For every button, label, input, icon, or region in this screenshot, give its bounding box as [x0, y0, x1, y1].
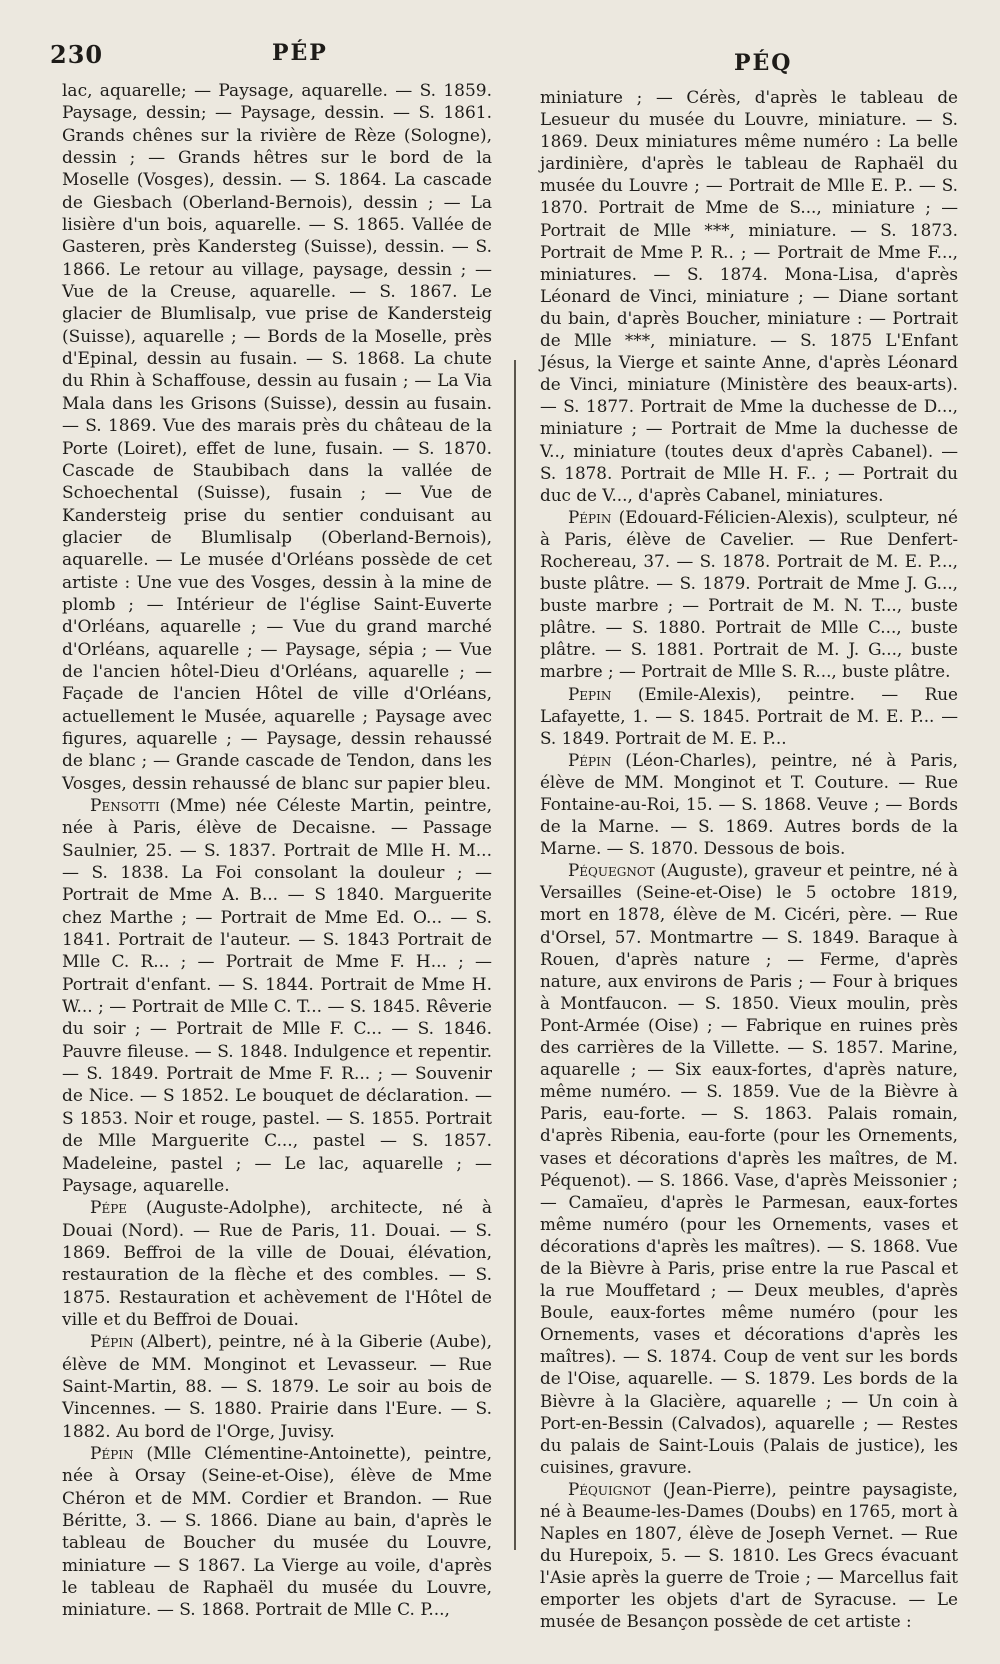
entry-name: Pépin	[90, 1443, 134, 1464]
entry-name: Pepin	[568, 683, 612, 704]
entry-name: Pensotti	[90, 796, 160, 816]
right-column	[540, 86, 958, 1633]
running-head-right: PÉQ	[734, 50, 793, 76]
dictionary-entry	[540, 683, 958, 749]
entry-name: Péquignot	[568, 1478, 651, 1499]
entry-name: Péquegnot	[568, 860, 655, 881]
continued-entry	[62, 80, 492, 795]
column-divider	[514, 360, 516, 1550]
dictionary-entry	[62, 1197, 492, 1331]
entry-text: (Emile-Alexis), peintre. — Rue Lafayette, 1. — S. 1845. Portrait de M. E. P... — S. 1849. Portrait de M. E. P...	[540, 683, 958, 748]
running-head-left: PÉP	[272, 40, 328, 66]
entry-text: (Auguste), graveur et peintre, né à Versailles (Seine-et-Oise) le 5 octobre 1819, mort en 1878, élève de M. Cicéri, père. — Rue d'Orsel, 57. Montmartre — S. 1849. Baraque à Rouen, d'après nature ; — Ferme, d'après nature, aux environs de Paris ; — Four à briques à Montfaucon. — S. 1850. Vieux moulin, près Pont-Armée (Oise) ; — Fabrique en ruines près des carrières de la Villette. — S. 1857. Marine, aquarelle ; — Six eaux-fortes, d'après nature, même numéro. — S. 1859. Vue de la Bièvre à Paris, eau-forte. — S. 1863. Palais romain, d'après Ribenia, eau-forte (pour les Ornements, vases et décorations d'après les maîtres, de M. Péquenot). — S. 1866. Vase, d'après Meissonier ; — Camaïeu, d'après le Parmesan, eaux-fortes même numéro (pour les Ornements, vases et décorations d'après les maîtres). — S. 1868. Vue de la Bièvre à Paris, prise entre la rue Pascal et la rue Mouffetard ; — Deux meubles, d'après Boule, eaux-fortes même numéro (pour les Ornements, vases et décorations d'après les maîtres). — S. 1874. Coup de vent sur les bords de l'Oise, aquarelle. — S. 1879. Les bords de la Bièvre à la Glacière, aquarelle ; — Un coin à Port-en-Bessin (Calvados), aquarelle ; — Restes du palais de Saint-Louis (Palais de justice), les cuisines, gravure.	[540, 860, 958, 1477]
entry-text: (Léon-Charles), peintre, né à Paris, élève de MM. Monginot et T. Couture. — Rue Fontaine-au-Roi, 15. — S. 1868. Veuve ; — Bords de la Marne. — S. 1869. Autres bords de la Marne. — S. 1870. Dessous de bois.	[540, 749, 958, 859]
entry-text: (Auguste-Adolphe), architecte, né à Douai (Nord). — Rue de Paris, 11. Douai. — S. 1869. Beffroi de la ville de Douai, élévation, restauration de la flèche et des combles. — S. 1875. Restauration et achèvement de l'Hôtel de ville et du Beffroi de Douai.	[62, 1198, 492, 1330]
entry-text: (Albert), peintre, né à la Giberie (Aube), élève de MM. Monginot et Levasseur. — Rue Saint-Martin, 88. — S. 1879. Le soir au bois de Vincennes. — S. 1880. Prairie dans l'Eure. — S. 1882. Au bord de l'Orge, Juvisy.	[62, 1332, 492, 1442]
left-column	[62, 80, 492, 1622]
entry-text: (Mme) née Céleste Martin, peintre, née à Paris, élève de Decaisne. — Passage Saulnier, 25. — S. 1837. Portrait de Mlle H. M... — S. 1838. La Foi consolant la douleur ; — Portrait de Mme A. B... — S 1840. Marguerite chez Marthe ; — Portrait de Mme Ed. O... — S. 1841. Portrait de l'auteur. — S. 1843 Portrait de Mlle C. R... ; — Portrait de Mme F. H... ; — Portrait d'enfant. — S. 1844. Portrait de Mme H. W... ; — Portrait de Mlle C. T... — S. 1845. Rêverie du soir ; — Portrait de Mlle F. C... — S. 1846. Pauvre fileuse. — S. 1848. Indulgence et repentir. — S. 1849. Portrait de Mme F. R... ; — Souvenir de Nice. — S 1852. Le bouquet de déclaration. — S 1853. Noir et rouge, pastel. — S. 1855. Portrait de Mlle Marguerite C..., pastel — S. 1857. Madeleine, pastel ; — Le lac, aquarelle ; — Paysage, aquarelle.	[62, 796, 492, 1196]
dictionary-entry	[540, 859, 958, 1478]
entry-text: miniature ; — Cérès, d'après le tableau de Lesueur du musée du Louvre, miniature. — S. 1869. Deux miniatures même numéro : La belle jardinière, d'après le tableau de Raphaël du musée du Louvre ; — Portrait de Mlle E. P.. — S. 1870. Portrait de Mme de S..., miniature ; — Portrait de Mlle ***, miniature. — S. 1873. Portrait de Mme P. R.. ; — Portrait de Mme F..., miniatures. — S. 1874. Mona-Lisa, d'après Léonard de Vinci, miniature ; — Diane sortant du bain, d'après Boucher, miniature : — Portrait de Mlle ***, miniature. — S. 1875 L'Enfant Jésus, la Vierge et sainte Anne, d'après Léonard de Vinci, miniature (Ministère des beaux-arts). — S. 1877. Portrait de Mme la duchesse de D..., miniature ; — Portrait de Mme la duchesse de V.., miniature (toutes deux d'après Cabanel). — S. 1878. Portrait de Mlle H. F.. ; — Portrait du duc de V..., d'après Cabanel, miniatures.	[540, 87, 958, 505]
entry-text: (Mlle Clémentine-Antoinette), peintre, née à Orsay (Seine-et-Oise), élève de Mme Chéron et de MM. Cordier et Brandon. — Rue Béritte, 3. — S. 1866. Diane au bain, d'après le tableau de Boucher du musée du Louvre, miniature — S 1867. La Vierge au voile, d'après le tableau de Raphaël du musée du Louvre, miniature. — S. 1868. Portrait de Mlle C. P...,	[62, 1443, 492, 1621]
entry-text: lac, aquarelle; — Paysage, aquarelle. — S. 1859. Paysage, dessin; — Paysage, dessin. — S. 1861. Grands chênes sur la rivière de Rèze (Sologne), dessin ; — Grands hêtres sur le bord de la Moselle (Vosges), dessin. — S. 1864. La cascade de Giesbach (Oberland-Bernois), dessin ; — La lisière d'un bois, aquarelle. — S. 1865. Vallée de Gasteren, près Kandersteg (Suisse), dessin. — S. 1866. Le retour au village, paysage, dessin ; — Vue de la Creuse, aquarelle. — S. 1867. Le glacier de Blumlisalp, vue prise de Kandersteig (Suisse), aquarelle ; — Bords de la Moselle, près d'Epinal, dessin au fusain. — S. 1868. La chute du Rhin à Schaffouse, dessin au fusain ; — La Via Mala dans les Grisons (Suisse), dessin au fusain. — S. 1869. Vue des marais près du château de la Porte (Loiret), effet de lune, fusain. — S. 1870. Cascade de Staubibach dans la vallée de Schoechental (Suisse), fusain ; — Vue de Kandersteig prise du sentier conduisant au glacier de Blumlisalp (Oberland-Bernois), aquarelle. — Le musée d'Orléans possède de cet artiste : Une vue des Vosges, dessin à la mine de plomb ; — Intérieur de l'église Saint-Euverte d'Orléans, aquarelle ; — Vue du grand marché d'Orléans, aquarelle ; — Paysage, sépia ; — Vue de l'ancien hôtel-Dieu d'Orléans, aquarelle ; — Façade de l'ancien Hôtel de ville d'Orléans, actuellement le Musée, aquarelle ; Paysage avec figures, aquarelle ; — Paysage, dessin rehaussé de blanc ; — Grande cascade de Tendon, dans les Vosges, dessin rehaussé de blanc sur papier bleu.	[62, 81, 492, 794]
entry-name: Pépin	[90, 1332, 134, 1353]
dictionary-entry	[540, 506, 958, 683]
dictionary-entry	[62, 795, 492, 1197]
entry-text: (Edouard-Félicien-Alexis), sculpteur, né à Paris, élève de Cavelier. — Rue Denfert-Rochereau, 37. — S. 1878. Portrait de M. E. P..., buste plâtre. — S. 1879. Portrait de Mme J. G..., buste marbre ; — Portrait de M. N. T..., buste plâtre. — S. 1880. Portrait de Mlle C..., buste plâtre. — S. 1881. Portrait de M. J. G..., buste marbre ; — Portrait de Mlle S. R..., buste plâtre.	[540, 506, 958, 682]
dictionary-entry	[540, 749, 958, 859]
entry-text: (Jean-Pierre), peintre paysagiste, né à Beaume-les-Dames (Doubs) en 1765, mort à Naples en 1807, élève de Joseph Vernet. — Rue du Hurepoix, 5. — S. 1810. Les Grecs évacuant l'Asie après la guerre de Troie ; — Marcellus fait emporter les objets d'art de Syracuse. — Le musée de Besançon possède de cet artiste :	[540, 1478, 958, 1632]
entry-name: Pépin	[568, 506, 612, 527]
dictionary-entry	[540, 1478, 958, 1633]
continued-entry	[540, 86, 958, 506]
entry-name: Pépin	[568, 749, 612, 770]
page-number: 230	[50, 40, 104, 69]
entry-name: Pépe	[90, 1198, 128, 1219]
dictionary-entry	[62, 1331, 492, 1443]
dictionary-entry	[62, 1443, 492, 1622]
